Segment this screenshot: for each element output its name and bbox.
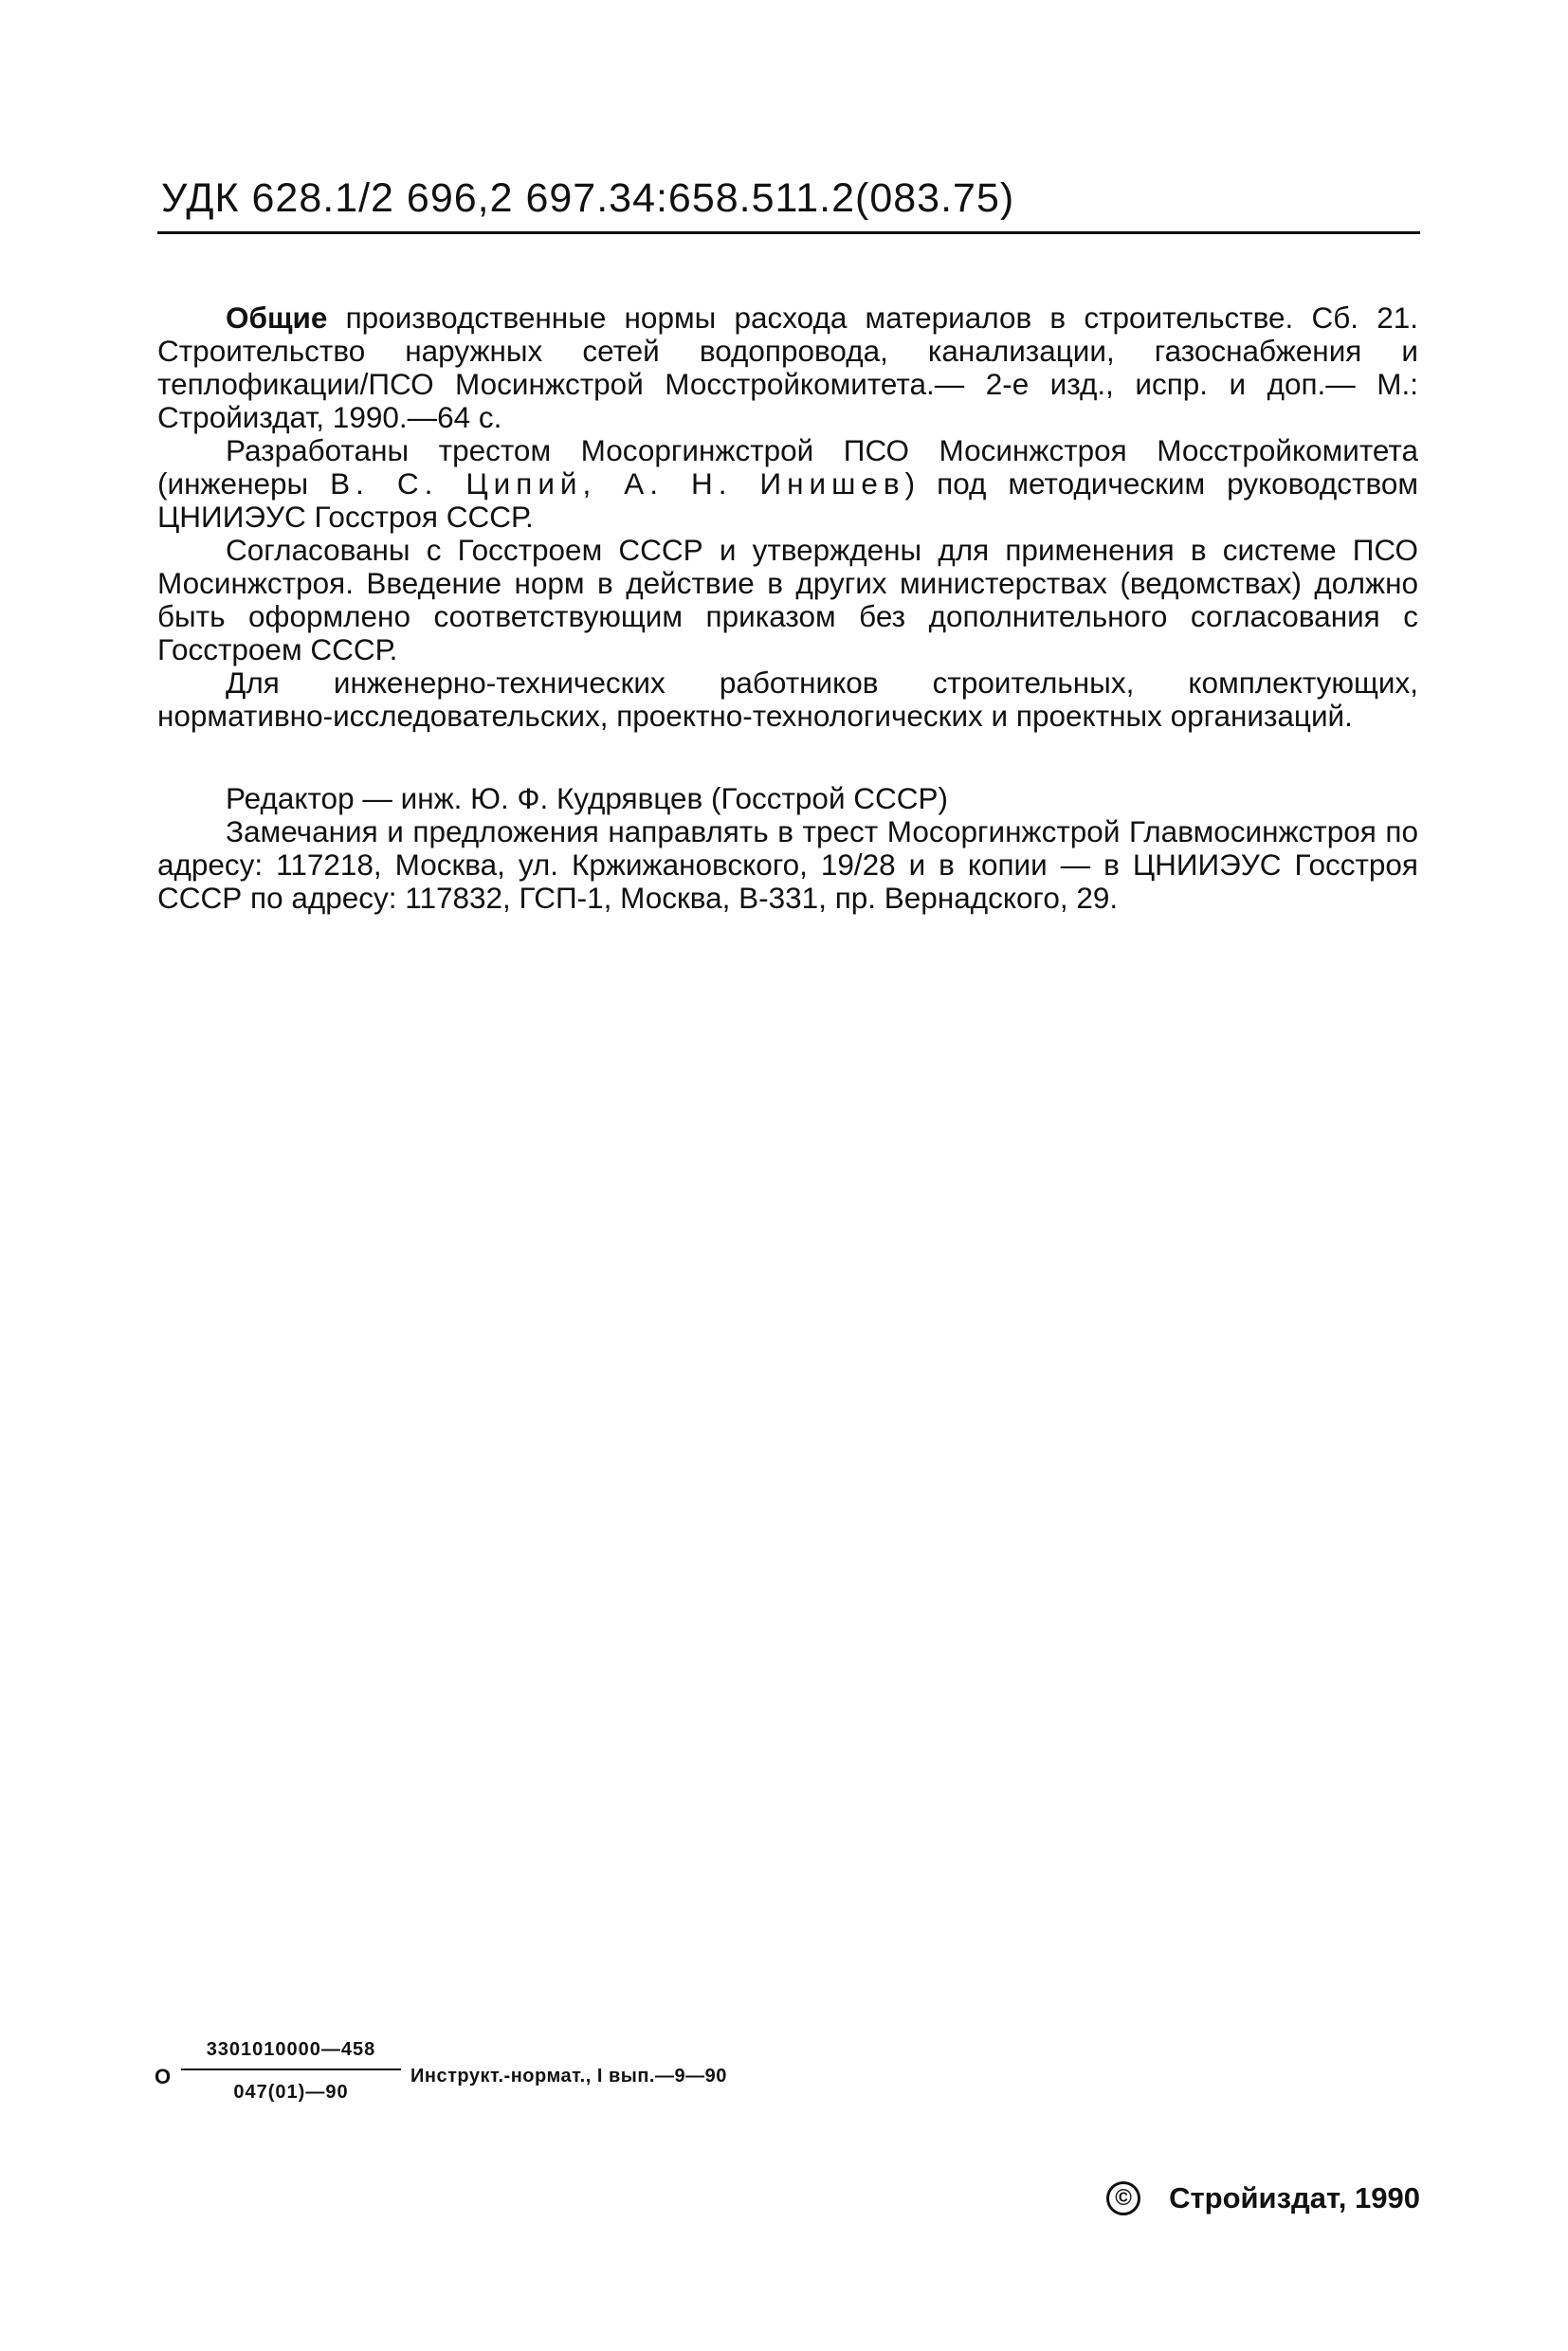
abstract-text: производственные нормы расхода материалов в строительстве. Сб. 21. Строительство наружных сетей водопровода, канализации, газоснабжения и теплофикации/ПСО Мосинжстрой Мосстройкомитета.— 2-е изд., испр. и доп.— М.: Стройиздат, 1990.—64 с. (157, 301, 1418, 434)
abstract-lead-word: Общие (226, 301, 328, 335)
editor-line: Редактор — инж. Ю. Ф. Кудрявцев (Госстрой СССР) (226, 781, 949, 815)
imprint-numerator: 3301010000—458 (206, 2039, 376, 2060)
header-divider (157, 231, 1420, 234)
developers-text-end: ) под методическим руководством ЦНИИЭУС Госстроя СССР. (157, 466, 1418, 534)
developers-names: В. С. Ципий, А. Н. Инишев (330, 466, 905, 501)
imprint-prefix: О (155, 2065, 172, 2088)
imprint-side-text: Инструкт.-нормат., I вып.—9—90 (410, 2066, 727, 2087)
copyright-notice (1106, 2181, 1420, 2215)
audience-paragraph: Для инженерно-технических работников строительных, комплектующих, нормативно-исследовательских, проектно-технологических и проектных организаций. (157, 665, 1418, 733)
developers-text-start: Разработаны трестом Мосоргинжстрой ПСО Мосинжстроя Мосстройкомитета (инженеры (157, 433, 1418, 501)
approval-paragraph: Согласованы с Госстроем СССР и утверждены для применения в системе ПСО Мосинжстроя. Введение норм в действие в других министерствах (ведомствах) должно быть оформлено соответствующим приказом без дополнительного согласования с Госстроем СССР. (157, 533, 1418, 666)
copyright-icon: © (1106, 2181, 1140, 2215)
imprint-fraction-line (181, 2069, 401, 2070)
developers-paragraph (157, 434, 1418, 534)
imprint-denominator: 047(01)—90 (233, 2082, 349, 2103)
udk-code: УДК 628.1/2 696,2 697.34:658.511.2(083.75) (161, 175, 1015, 221)
copyright-text: Стройиздат, 1990 (1169, 2181, 1420, 2214)
remarks-paragraph: Замечания и предложения направлять в трест Мосоргинжстрой Главмосинжстроя по адресу: 117218, Москва, ул. Кржижановского, 19/28 и в копии — в ЦНИИЭУС Госстроя СССР по адресу: 117832, ГСП-1, Москва, В-331, пр. Вернадского, 29. (157, 814, 1418, 915)
abstract-paragraph (157, 301, 1418, 434)
annotation-body (157, 301, 1418, 915)
publication-imprint (155, 2039, 875, 2115)
